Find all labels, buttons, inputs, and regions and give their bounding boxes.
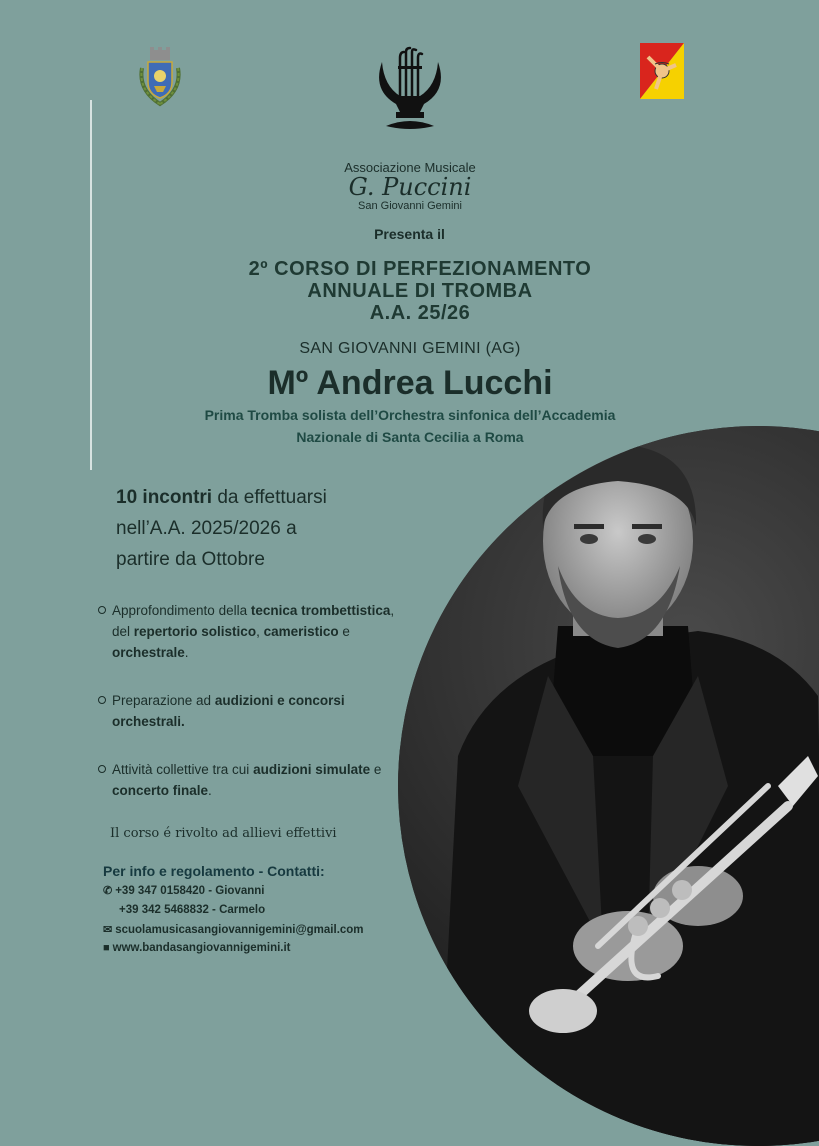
bullet-circle-icon: [98, 696, 106, 704]
course-title-line2: ANNUALE DI TROMBA: [307, 280, 533, 302]
association-town: San Giovanni Gemini: [358, 200, 462, 212]
feature-item: Attività collettive tra cui audizioni simulate e concerto finale.: [98, 759, 408, 801]
teacher-role-line2: Nazionale di Santa Cecilia a Roma: [296, 429, 524, 445]
computer-icon: ■: [103, 942, 110, 954]
association-name: Associazione Musicale: [344, 160, 476, 175]
intro-count: 10 incontri: [116, 487, 213, 508]
trumpet-player-illustration: [398, 426, 819, 1146]
course-title-line1: 2º CORSO DI PERFEZIONAMENTO: [248, 258, 592, 280]
course-title: [120, 258, 720, 324]
municipal-crest-icon: [136, 46, 184, 108]
course-title-line3: A.A. 25/26: [369, 302, 471, 324]
intro-text-3: partire da Ottobre: [116, 549, 265, 570]
course-location: SAN GIOVANNI GEMINI (AG): [299, 340, 521, 357]
divider-line: [90, 100, 92, 470]
feature-item: Approfondimento della tecnica trombettistica, del repertorio solistico, cameristico e orchestrale.: [98, 600, 408, 663]
teacher-portrait-photo: [398, 426, 819, 1146]
contact-phone-2[interactable]: +39 342 5468832 - Carmelo: [119, 904, 266, 916]
teacher-name: Mº Andrea Lucchi: [267, 364, 553, 402]
contact-website[interactable]: ■ www.bandasangiovannigemini.it: [103, 942, 291, 954]
presenta-heading: Presenta il: [374, 226, 445, 242]
lyre-logo-icon: [372, 46, 448, 130]
sicily-flag-icon: [640, 43, 684, 99]
bullet-circle-icon: [98, 606, 106, 614]
contact-phone-1[interactable]: ✆ +39 347 0158420 - Giovanni: [103, 885, 265, 897]
contacts-title: Per info e regolamento - Contatti:: [103, 863, 325, 879]
envelope-icon: ✉: [103, 924, 113, 936]
phone-icon: ✆: [103, 885, 113, 897]
teacher-role-line1: Prima Tromba solista dell’Orchestra sinfonica dell’Accademia: [204, 407, 616, 423]
intro-text-2: nell’A.A. 2025/2026 a: [116, 518, 297, 539]
course-intro: [116, 482, 406, 575]
contact-email[interactable]: ✉ scuolamusicasangiovannigemini@gmail.com: [103, 924, 364, 936]
course-note: Il corso é rivolto ad allievi effettivi: [110, 826, 337, 841]
teacher-role: [110, 404, 710, 448]
intro-text-1: da effettuarsi: [212, 487, 327, 508]
feature-item: Preparazione ad audizioni e concorsi orchestrali.: [98, 690, 408, 732]
association-signature: G. Puccini: [348, 173, 472, 201]
bullet-circle-icon: [98, 765, 106, 773]
course-features-list: [98, 600, 408, 828]
